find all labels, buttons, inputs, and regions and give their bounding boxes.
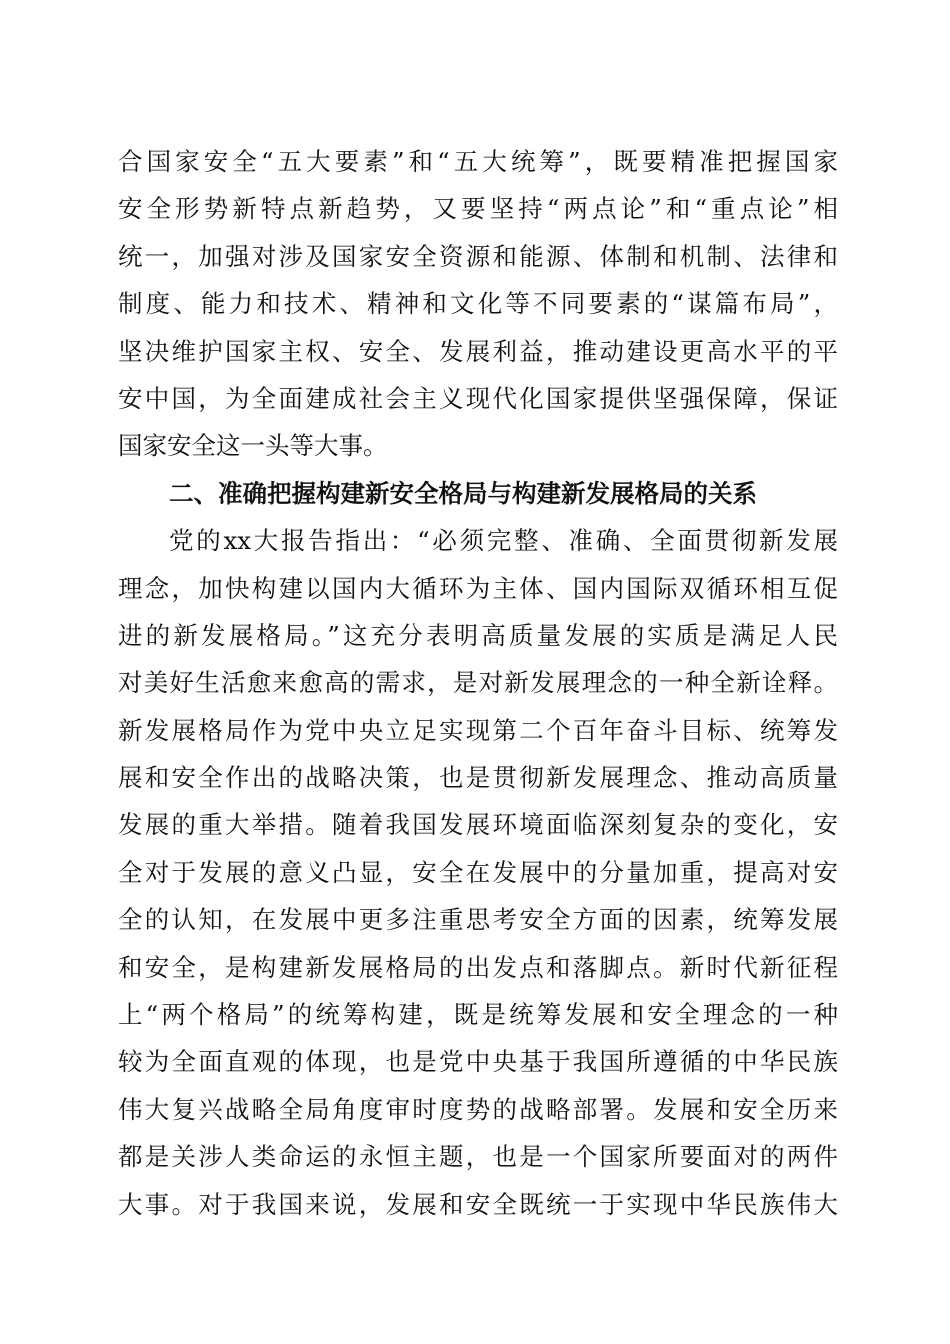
- paragraph-line: 上“两个格局”的统筹构建，既是统筹发展和安全理念的一种: [118, 1000, 838, 1030]
- paragraph-line: 全的认知，在发展中更多注重思考安全方面的因素，统筹发展: [118, 905, 838, 935]
- paragraph-line: 全对于发展的意义凸显，安全在发展中的分量加重，提高对安: [118, 857, 838, 887]
- paragraph-line: 大事。对于我国来说，发展和安全既统一于实现中华民族伟大: [118, 1189, 838, 1219]
- paragraph-line: 国家安全这一头等大事。: [118, 431, 388, 461]
- paragraph-line: 较为全面直观的体现，也是党中央基于我国所遵循的中华民族: [118, 1047, 838, 1077]
- document-body: [118, 138, 838, 1228]
- section-heading: 二、准确把握构建新安全格局与构建新发展格局的关系: [169, 478, 757, 508]
- paragraph-line: 发展的重大举措。随着我国发展环境面临深刻复杂的变化，安: [118, 810, 838, 840]
- paragraph-line: 统一，加强对涉及国家安全资源和能源、体制和机制、法律和: [118, 241, 838, 271]
- paragraph-line: 坚决维护国家主权、安全、发展利益，推动建设更高水平的平: [118, 336, 838, 366]
- paragraph-line: 安全形势新特点新趋势，又要坚持“两点论”和“重点论”相: [118, 194, 838, 224]
- paragraph-line: 伟大复兴战略全局角度审时度势的战略部署。发展和安全历来: [118, 1094, 838, 1124]
- paragraph-line: 新发展格局作为党中央立足实现第二个百年奋斗目标、统筹发: [118, 715, 838, 745]
- paragraph-line: 进的新发展格局。”这充分表明高质量发展的实质是满足人民: [118, 620, 838, 650]
- paragraph-1: [118, 138, 838, 470]
- paragraph-line: 和安全，是构建新发展格局的出发点和落脚点。新时代新征程: [118, 952, 838, 982]
- paragraph-line: 展和安全作出的战略决策，也是贯彻新发展理念、推动高质量: [118, 763, 838, 793]
- paragraph-2: [118, 517, 838, 1228]
- paragraph-line: 都是关涉人类命运的永恒主题，也是一个国家所要面对的两件: [118, 1142, 838, 1172]
- paragraph-line: 理念，加快构建以国内大循环为主体、国内国际双循环相互促: [118, 573, 838, 603]
- paragraph-line: 对美好生活愈来愈高的需求，是对新发展理念的一种全新诠释。: [118, 668, 838, 698]
- paragraph-line: 合国家安全“五大要素”和“五大统筹”，既要精准把握国家: [118, 147, 838, 176]
- paragraph-line: 制度、能力和技术、精神和文化等不同要素的“谋篇布局”，: [118, 289, 838, 319]
- paragraph-line: 安中国，为全面建成社会主义现代化国家提供坚强保障，保证: [118, 383, 838, 413]
- paragraph-line: 党的xx大报告指出：“必须完整、准确、全面贯彻新发展: [169, 526, 838, 556]
